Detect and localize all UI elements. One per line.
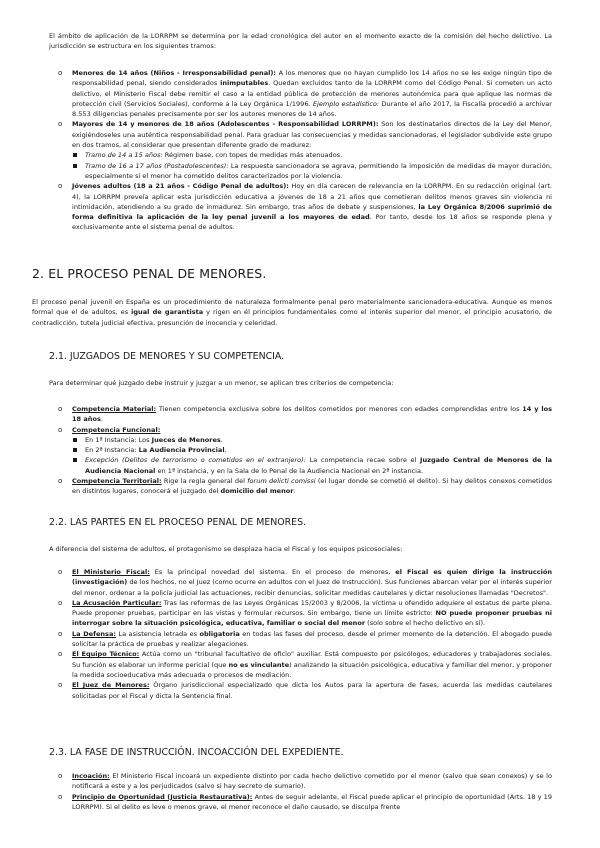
list-item-incoacion: o Incoación: El Ministerio Fiscal incoará un expediente distinto por cada hecho delictivo cometido por el menor (salvo que sean conexos) y se lo notificará a este y a los perjudicados (salvo si hay secreto de sumario). [58, 772, 552, 791]
sub-brackets-list [72, 150, 552, 181]
section-2-1-title: 2.1. JUZGADOS DE MENORES Y SU COMPETENCIA. [49, 351, 285, 362]
list-item-mayores-14: o Mayores de 14 y menores de 18 años (Adolescentes - Responsabilidad LORRPM): Son los destinatarios directos de la Ley del Menor, exigiéndoseles una auténtica responsabilidad penal. Para graduar las consecuencias y medidas sancionadoras, el legislador subdivide este grupo en dos tramos, al considerar que presentan diferente grado de madurez: Tramo de 14 a 15 años: Régimen base, con topes de medidas más atenuados. Tramo de 16 a 17 años (Postadolescentes): La respuesta sancionadora se agrava, permitiendo la imposición de medidas de mayor duración, especialmente si el menor ha cometido delitos caracterizados por la violencia. [58, 120, 552, 180]
list-item-ministerio-fiscal: o El Ministerio Fiscal: Es la principal novedad del sistema. En el proceso de menores, el Fiscal es quien dirige la instrucción (investigación) de los hechos, no el Juez (como ocurre en adultos con el Juez de Instrucción). Sus funciones abarcan velar por el interés superior del menor, ordenar a la policía judicial las actuaciones, recibir denuncias, solicitar medidas cautelares y dictar resoluciones llamadas "Decretos". [58, 568, 552, 597]
instruction-list [58, 771, 552, 812]
circle-bullet-icon: o [58, 120, 63, 129]
circle-bullet-icon: o [58, 568, 63, 576]
age-brackets-list [58, 68, 552, 233]
circle-bullet-icon: o [58, 425, 63, 434]
section-2-2-title: 2.2. LAS PARTES EN EL PROCESO PENAL DE MENORES. [49, 517, 307, 528]
circle-bullet-icon: o [58, 792, 63, 801]
circle-bullet-icon: o [58, 69, 63, 77]
section-2-1-lead: Para determinar qué juzgado debe instruir y juzgar a un menor, se aplican tres criterios de competencia: [49, 379, 394, 387]
circle-bullet-icon: o [58, 405, 63, 413]
circle-bullet-icon: o [58, 477, 63, 486]
list-item-menores-14: o Menores de 14 años (Niños - Irresponsabilidad penal): A los menores que no hayan cumplido los 14 años no se les exige ningún tipo de responsabilidad penal, siendo considerados inimputables. Quedan excluidos tanto de la LORRPM como del Código Penal. Si cometen un acto delictivo, el Ministerio Fiscal debe remitir el caso a la entidad pública de protección de menores autonómica para que aplique las normas de protección civil (Servicios Sociales), conforme a la Ley Orgánica 1/1996. Ejemplo estadístico: Durante el año 2017, la Fiscalía procedió a archivar 8.553 diligencias penales precisamente por ser los autores menores de 14 años. [58, 69, 552, 119]
list-item-acusacion-particular: o La Acusación Particular: Tras las reformas de las Leyes Orgánicas 15/2003 y 8/2006, la víctima u ofendido adquiere el estatus de parte plena. Puede proponer pruebas, participar en las vistas y formular recursos. Sin embargo, tiene un límite estricto: NO puede proponer pruebas ni interrogar sobre la situación psicológica, educativa, familiar o social del menor (solo sobre el hecho delictivo en sí). [58, 598, 552, 628]
sub-item-segunda-instancia: En 2ª Instancia: La Audiencia Provincial. [72, 445, 552, 455]
section-2-2-lead: A diferencia del sistema de adultos, el protagonismo se desplaza hacia el Fiscal y los equipos psicosociales: [49, 545, 403, 553]
sub-item-14-15: Tramo de 14 a 15 años: Régimen base, con topes de medidas más atenuados. [72, 150, 552, 160]
circle-bullet-icon: o [58, 681, 63, 690]
list-item-principio-oportunidad: o Principio de Oportunidad (Justicia Restaurativa): Antes de seguir adelante, el Fiscal puede aplicar el principio de oportunidad (Arts. 18 y 19 LORRPM). Si el delito es leve o menos grave, el menor reconoce el daño causado, se disculpa frente [58, 792, 552, 811]
circle-bullet-icon: o [58, 772, 63, 780]
square-bullet-icon [73, 458, 77, 462]
list-item-equipo-tecnico: o El Equipo Técnico: Actúa como un "tribunal facultativo de oficio" auxiliar. Está compuesto por psicólogos, educadores y trabajadores sociales. Su función es elaborar un informe pericial (que no es vinculante) analizando la situación psicológica, educativa y familiar del menor, y proponer la medida socioeducativa más adecuada o procesos de mediación. [58, 650, 552, 679]
section-2-title: 2. EL PROCESO PENAL DE MENORES. [32, 266, 267, 281]
list-item-competencia-material: o Competencia Material: Tienen competencia exclusiva sobre los delitos cometidos por menores con edades comprendidas entre los 14 y los 18 años. [58, 405, 552, 424]
circle-bullet-icon: o [58, 650, 63, 659]
list-item-competencia-territorial: o Competencia Territorial: Rige la regla general del forum delicti comissi (el lugar donde se cometió el delito). Si hay delitos conexos cometidos en distintos lugares, conocerá el juzgado del domicilio del menor. [58, 477, 552, 496]
list-item-jovenes-adultos: o Jóvenes adultos (18 a 21 años - Código Penal de adultos): Hoy en día carecen de relevancia en la LORRPM. En su redacción original (art. 4), la LORRPM preveía aplicar esta jurisdicción educativa a jóvenes de 18 a 21 años que cometieran delitos menos graves sin violencia ni intimidación, atendiendo a su grado de inmadurez. Sin embargo, tras años de debate y suspensiones, la Ley Orgánica 8/2006 suprimió de forma definitiva la aplicación de la ley penal juvenil a los mayores de edad. Por tanto, desde los 18 años se responde plena y exclusivamente ante el sistema penal de adultos. [58, 182, 552, 232]
intro-paragraph: El ámbito de aplicación de la LORRPM se determina por la edad cronológica del autor en el momento exacto de la comisión del hecho delictivo. La jurisdicción se estructura en los siguientes tramos: [49, 32, 552, 51]
sub-item-excepcion: Excepción (Delitos de terrorismo o cometidos en el extranjero): La competencia recae sobre el Juzgado Central de Menores de la Audiencia Nacional en 1ª instancia, y en la Sala de lo Penal de la Audiencia Nacional en 2ª instancia. [72, 455, 552, 476]
square-bullet-icon [73, 438, 77, 442]
sub-item-primera-instancia: En 1ª Instancia: Los Jueces de Menores. [72, 435, 552, 445]
square-bullet-icon [73, 153, 77, 157]
section-2-paragraph: El proceso penal juvenil en España es un procedimiento de naturaleza formalmente penal pero materialmente sancionadora-educativa. Aunque es menos formal que el de adultos, es igual de garantista y rigen en él principios fundamentales como el interés superior del menor, el principio acusatorio, de contradicción, tutela judicial efectiva, presunción de inocencia y celeridad. [32, 298, 552, 327]
circle-bullet-icon: o [58, 182, 63, 191]
circle-bullet-icon: o [58, 629, 63, 638]
competence-list [58, 404, 552, 497]
square-bullet-icon [73, 164, 77, 168]
parties-list [58, 567, 552, 701]
list-item-defensa: o La Defensa: La asistencia letrada es obligatoria en todas las fases del proceso, desde el primer momento de la detención. El abogado puede solicitar la práctica de pruebas y realizar alegaciones. [58, 629, 552, 649]
section-2-3-title: 2.3. LA FASE DE INSTRUCCIÓN. INCOACCIÓN DEL EXPEDIENTE. [49, 747, 344, 758]
sub-item-16-17: Tramo de 16 a 17 años (Postadolescentes): La respuesta sancionadora se agrava, permitiendo la imposición de medidas de mayor duración, especialmente si el menor ha cometido delitos caracterizados por la violencia. [72, 161, 552, 182]
list-item-competencia-funcional: o Competencia Funcional: En 1ª Instancia: Los Jueces de Menores. En 2ª Instancia: La Audiencia Provincial. Excepción (Delitos de terrorismo o cometidos en el extranjero): La competencia recae sobre el Juzgado Central de Menores de la Audiencia Nacional en 1ª instancia, y en la Sala de lo Penal de la Audiencia Nacional en 2ª instancia. [58, 425, 553, 475]
functional-sub-list [72, 435, 552, 476]
circle-bullet-icon: o [58, 598, 63, 607]
list-item-juez-menores: o El Juez de Menores: Órgano jurisdiccional especializado que dicta los Autos para la apertura de fases, acuerda las medidas cautelares solicitadas por el Fiscal y dicta la Sentencia final. [58, 681, 552, 700]
square-bullet-icon [73, 448, 77, 452]
